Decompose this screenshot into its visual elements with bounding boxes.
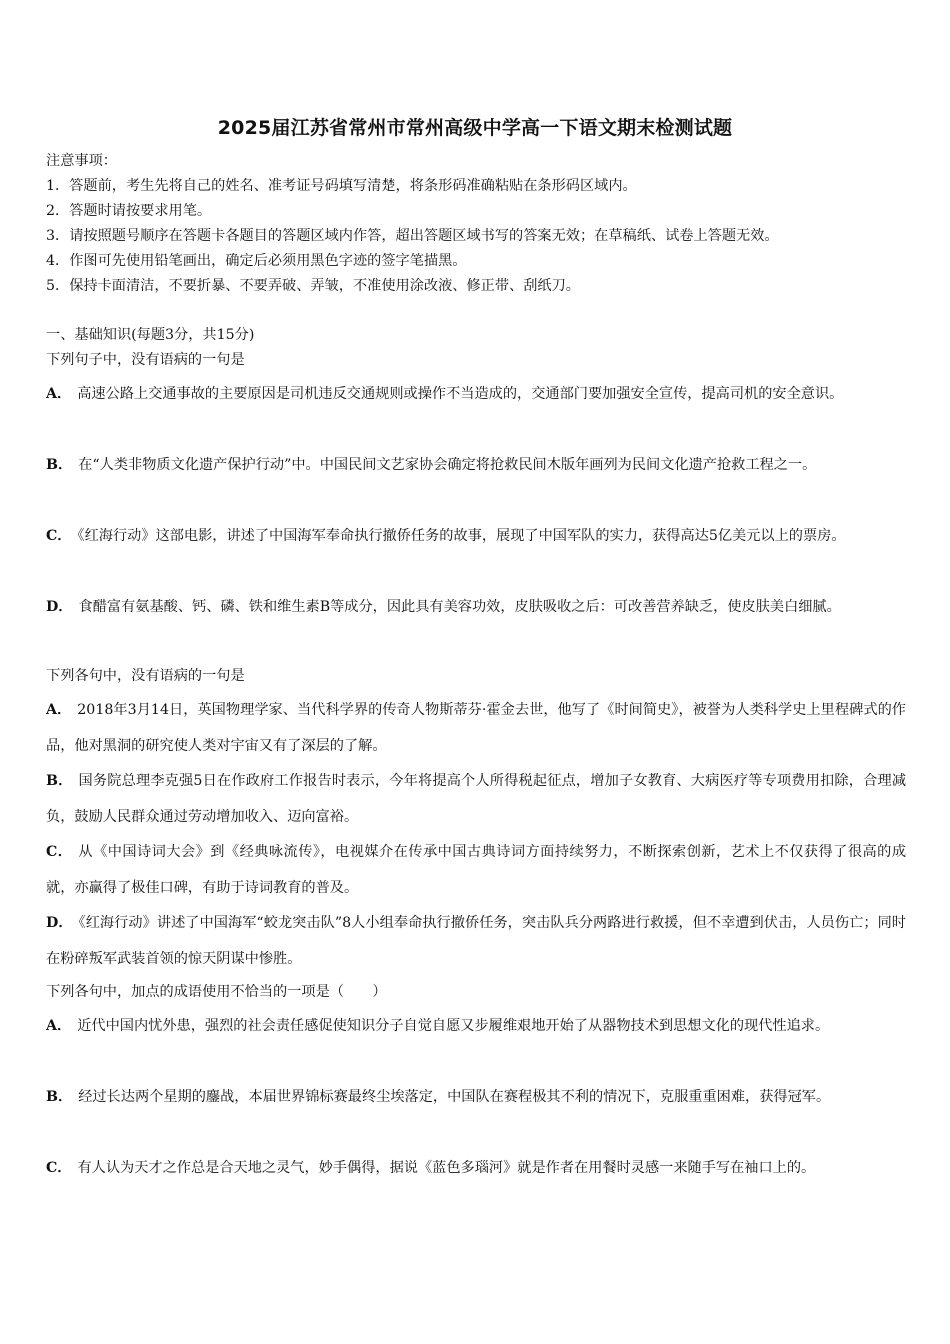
- option-label: C．: [46, 1160, 72, 1176]
- notice-heading: 注意事项：: [46, 153, 117, 169]
- option-label: B．: [46, 457, 73, 473]
- question-1-stem: 下列句子中，没有语病的一句是: [46, 352, 245, 368]
- question-3-stem: 下列各句中，加点的成语使用不恰当的一项是（ ）: [46, 984, 387, 1000]
- question-2-option-d: [46, 905, 906, 977]
- page-title: 2025届江苏省常州市常州高级中学高一下语文期末检测试题: [217, 117, 733, 139]
- option-text: 《红海行动》这部电影，讲述了中国海军奉命执行撤侨任务的故事，展现了中国军队的实力，获得高达5亿美元以上的票房。: [77, 528, 846, 544]
- option-label: D．: [46, 599, 73, 615]
- option-text: 高速公路上交通事故的主要原因是司机违反交通规则或操作不当造成的，交通部门要加强安全宣传，提高司机的安全意识。: [77, 386, 844, 402]
- option-label: A．: [46, 702, 72, 718]
- option-label: B．: [46, 773, 73, 789]
- option-text: 国务院总理李克强5日在作政府工作报告时表示，今年将提高个人所得税起征点，增加子女教育、大病医疗等专项费用扣除，合理减负，鼓励人民群众通过劳动增加收入、迈向富裕。: [46, 773, 907, 825]
- notice-item-5: 5．保持卡面清洁，不要折暴、不要弄破、弄皱，不准使用涂改液、修正带、刮纸刀。: [46, 278, 580, 294]
- question-2-stem: 下列各句中，没有语病的一句是: [46, 668, 245, 684]
- option-label: A．: [46, 1018, 72, 1034]
- option-label: D．: [46, 915, 73, 931]
- notice-item-1: 1．答题前，考生先将自己的姓名、准考证号码填写清楚，将条形码准确粘贴在条形码区域内。: [46, 178, 637, 194]
- notice-item-2: 2．答题时请按要求用笔。: [46, 203, 212, 219]
- option-text: 2018年3月14日，英国物理学家、当代科学界的传奇人物斯蒂芬·霍金去世，他写了《时间简史》，被誉为人类科学史上里程碑式的作品，他对黑洞的研究使人类对宇宙又有了深层的了解。: [46, 702, 906, 754]
- notice-item-4: 4．作图可先使用铅笔画出，确定后必须用黑色字迹的签字笔描黑。: [46, 253, 467, 269]
- option-label: C．: [46, 528, 72, 544]
- option-label: A．: [46, 386, 72, 402]
- question-3-option-a: [46, 1008, 906, 1044]
- question-3-option-c: [46, 1150, 906, 1186]
- option-text: 经过长达两个星期的鏖战，本届世界锦标赛最终尘埃落定，中国队在赛程极其不利的情况下，克服重重困难，获得冠军。: [78, 1089, 831, 1105]
- option-text: 在“人类非物质文化遗产保护行动”中。中国民间文艺家协会确定将抢救民间木版年画列为民间文化遗产抢救工程之一。: [78, 457, 817, 473]
- question-1-option-b: [46, 447, 906, 483]
- notice-item-3: 3．请按照题号顺序在答题卡各题目的答题区域内作答，超出答题区域书写的答案无效；在草稿纸、试卷上答题无效。: [46, 228, 779, 244]
- section-heading: 一、基础知识(每题3分，共15分): [46, 327, 255, 343]
- question-1-option-d: [46, 589, 906, 625]
- option-text: 《红海行动》讲述了中国海军“蛟龙突击队”8人小组奉命执行撤侨任务，突击队兵分两路进行救援，但不幸遭到伏击，人员伤亡；同时在粉碎叛军武装首领的惊天阴谋中惨胜。: [46, 915, 906, 967]
- question-3-option-b: [46, 1079, 906, 1115]
- option-text: 从《中国诗词大会》到《经典咏流传》，电视媒介在传承中国古典诗词方面持续努力，不断探索创新，艺术上不仅获得了很高的成就，亦赢得了极佳口碑，有助于诗词教育的普及。: [46, 844, 907, 896]
- question-2-option-a: [46, 692, 906, 764]
- option-text: 食醋富有氨基酸、钙、磷、铁和维生素B等成分，因此具有美容功效，皮肤吸收之后：可改善营养缺乏，使皮肤美白细腻。: [78, 599, 841, 615]
- question-1-option-a: [46, 376, 906, 412]
- question-2-option-c: [46, 834, 906, 906]
- option-label: B．: [46, 1089, 73, 1105]
- question-1-option-c: [46, 518, 906, 554]
- option-text: 有人认为天才之作总是合天地之灵气，妙手偶得，据说《蓝色多瑙河》就是作者在用餐时灵感一来随手写在袖口上的。: [77, 1160, 816, 1176]
- option-label: C．: [46, 844, 73, 860]
- question-2-option-b: [46, 763, 906, 835]
- option-text: 近代中国内忧外患，强烈的社会责任感促使知识分子自觉自愿又步履维艰地开始了从器物技术到思想文化的现代性追求。: [77, 1018, 830, 1034]
